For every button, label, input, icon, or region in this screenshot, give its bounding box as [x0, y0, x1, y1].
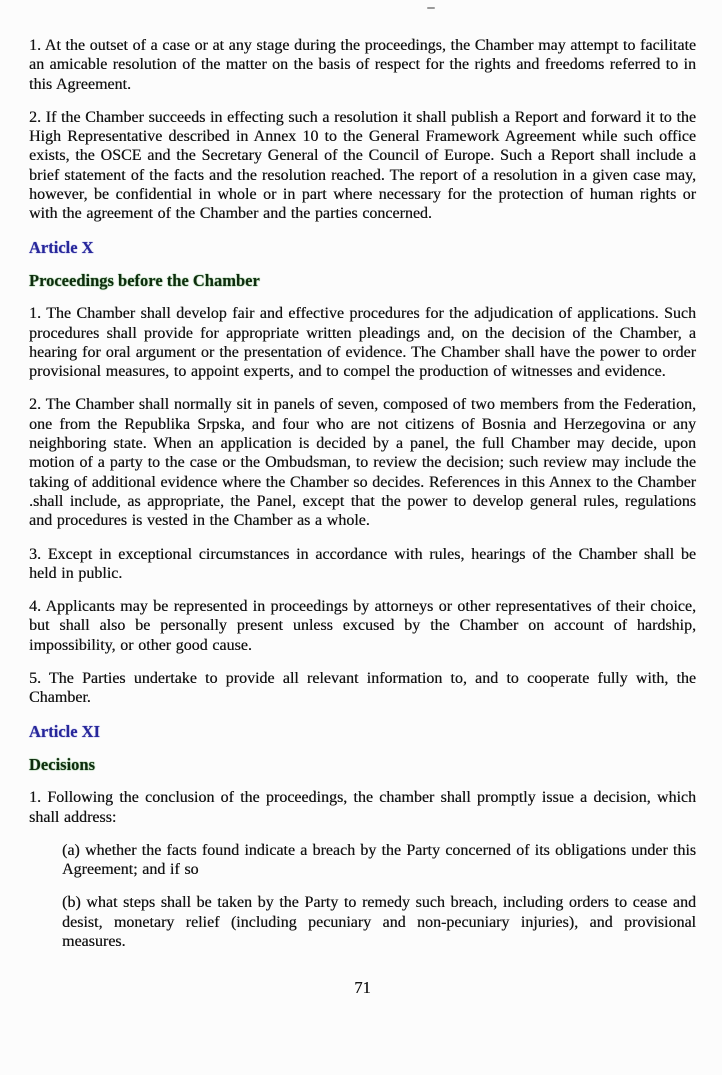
paragraph: 1. At the outset of a case or at any stage during the proceedings, the Chamber may attempt to facilitate an amicable resolution of the matter on the basis of respect for the rights and freedoms referred to in this Agreement. [29, 37, 696, 93]
scan-artifact [427, 7, 435, 9]
paragraph: 3. Except in exceptional circumstances in accordance with rules, hearings of the Chamber shall be held in public. [29, 545, 696, 582]
paragraph: 1. The Chamber shall develop fair and effective procedures for the adjudication of applications. Such procedures shall provide for appropriate written pleadings and, on the decision of the Chamber, a hearing for oral argument or the presentation of evidence. The Chamber shall have the power to order provisional measures, to appoint experts, and to compel the production of witnesses and evidence. [29, 305, 696, 381]
page-number: 71 [354, 978, 371, 998]
article-x-heading: Article X [29, 237, 94, 257]
paragraph: 5. The Parties undertake to provide all relevant information to, and to cooperate fully with, the Chamber. [29, 670, 696, 707]
paragraph: 2. The Chamber shall normally sit in panels of seven, composed of two members from the Federation, one from the Republika Srpska, and four who are not citizens of Bosnia and Herzegovina or any neighboring state. When an application is decided by a panel, the full Chamber may decide, upon motion of a party to the case or the Ombudsman, to review the decision; such review may include the taking of additional evidence where the Chamber so decides. References in this Annex to the Chamber .shall include, as appropriate, the Panel, except that the power to develop general rules, regulations and procedures is vested in the Chamber as a whole. [29, 396, 696, 530]
article-x-subheading: Proceedings before the Chamber [29, 270, 260, 290]
paragraph: 2. If the Chamber succeeds in effecting such a resolution it shall publish a Report and forward it to the High Representative described in Annex 10 to the General Framework Agreement while such office exists, the OSCE and the Secretary General of the Council of Europe. Such a Report shall include a brief statement of the facts and the resolution reached. The report of a resolution in a given case may, however, be confidential in whole or in part where necessary for the protection of human rights or with the agreement of the Chamber and the parties concerned. [29, 108, 696, 223]
article-xi-heading: Article XI [29, 721, 101, 741]
sub-item-b: (b) what steps shall be taken by the Party to remedy such breach, including orders to cease and desist, monetary relief (including pecuniary and non-pecuniary injuries), and provisional measures. [62, 894, 696, 950]
sub-item-a: (a) whether the facts found indicate a breach by the Party concerned of its obligations under this Agreement; and if so [62, 841, 696, 879]
paragraph: 1. Following the conclusion of the proceedings, the chamber shall promptly issue a decision, which shall address: [29, 789, 696, 826]
article-xi-subheading: Decisions [29, 754, 95, 774]
paragraph: 4. Applicants may be represented in proceedings by attorneys or other representatives of their choice, but shall also be personally present unless excused by the Chamber on account of hardship, impossibility, or other good cause. [29, 598, 696, 654]
